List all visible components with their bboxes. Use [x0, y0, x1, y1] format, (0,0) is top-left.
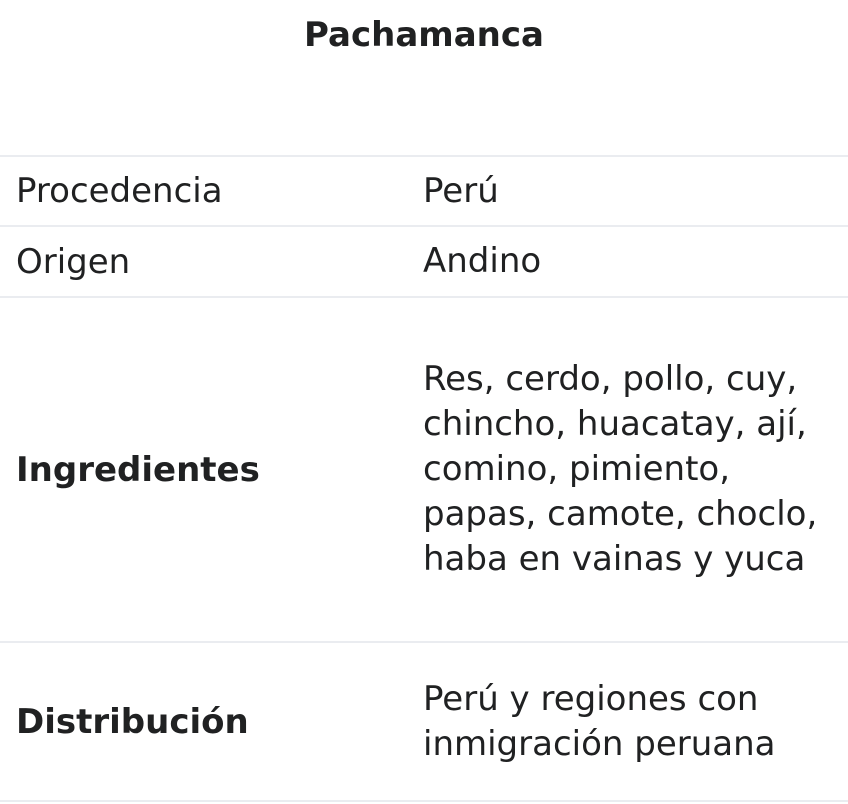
page-title: Pachamanca	[304, 15, 544, 55]
row-value: Perú y regiones con inmigración peruana	[423, 678, 776, 764]
row-value: Res, cerdo, pollo, cuy, chincho, huacatay, ají, comino, pimiento, papas, camote, choclo, haba en vainas y yuca	[423, 359, 818, 579]
row-value: Perú	[423, 170, 499, 211]
infobox-row-origen	[0, 225, 848, 296]
infobox-row-distribucion	[0, 641, 848, 802]
row-value: Andino	[423, 241, 542, 281]
infobox-row-ingredientes	[0, 296, 848, 641]
row-label: Origen	[16, 241, 131, 282]
row-label: Procedencia	[16, 171, 223, 211]
infobox-row-procedencia	[0, 155, 848, 225]
row-label: Distribución	[16, 701, 249, 742]
row-label: Ingredientes	[16, 449, 260, 490]
infobox-table	[0, 155, 848, 802]
